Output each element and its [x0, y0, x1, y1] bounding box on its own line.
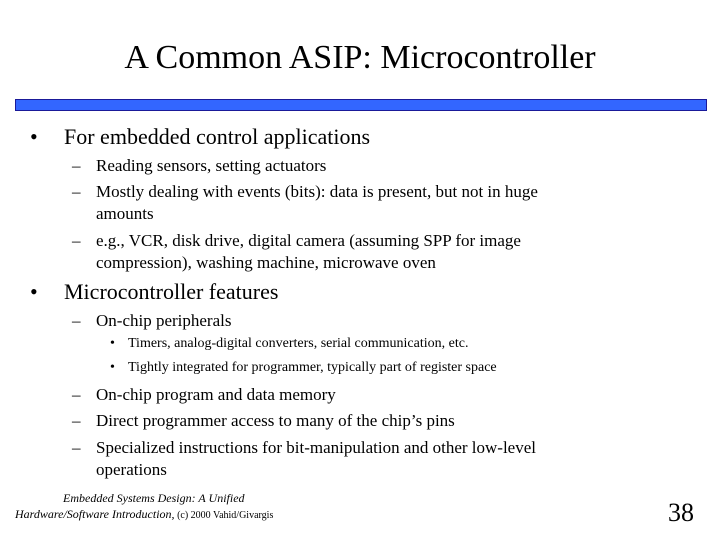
- sub-bit-manipulation: Specialized instructions for bit-manipulation and other low-level: [96, 438, 536, 457]
- sub-onchip-peripherals: On-chip peripherals: [96, 311, 232, 330]
- sub-reading-sensors: Reading sensors, setting actuators: [96, 156, 327, 175]
- footer-line1: Embedded Systems Design: A Unified: [63, 491, 245, 505]
- dash-marker: –: [72, 231, 81, 250]
- slide-title: A Common ASIP: Microcontroller: [124, 39, 596, 76]
- subsub-timers-adc: Timers, analog-digital converters, serial communication, etc.: [128, 336, 469, 351]
- dash-marker: –: [72, 411, 81, 430]
- sub-bit-manipulation-cont: operations: [96, 460, 167, 479]
- sub-examples-cont: compression), washing machine, microwave oven: [96, 253, 436, 272]
- bullet-marker: •: [30, 124, 38, 149]
- footer-line2-italic: Hardware/Software Introduction,: [15, 507, 175, 521]
- dash-marker: –: [72, 311, 81, 330]
- sub-direct-pin-access: Direct programmer access to many of the chip’s pins: [96, 411, 455, 430]
- title-divider-bar: [15, 99, 707, 111]
- footer-line2: [15, 506, 273, 524]
- dash-marker: –: [72, 182, 81, 201]
- page-number: 38: [668, 498, 694, 527]
- subsub-tightly-integrated: Tightly integrated for programmer, typically part of register space: [128, 360, 497, 375]
- bullet-marker: •: [30, 279, 38, 304]
- sub-onchip-memory: On-chip program and data memory: [96, 385, 336, 404]
- bullet-marker: •: [110, 336, 115, 351]
- slide-footer: [15, 490, 273, 524]
- footer-copyright: (c) 2000 Vahid/Givargis: [174, 510, 274, 521]
- bullet-marker: •: [110, 360, 115, 375]
- dash-marker: –: [72, 156, 81, 175]
- sub-events-bits: Mostly dealing with events (bits): data is present, but not in huge: [96, 182, 538, 201]
- bullet-embedded-control: For embedded control applications: [64, 124, 371, 149]
- sub-examples: e.g., VCR, disk drive, digital camera (assuming SPP for image: [96, 231, 521, 250]
- bullet-microcontroller-features: Microcontroller features: [64, 279, 279, 304]
- dash-marker: –: [72, 438, 81, 457]
- dash-marker: –: [72, 385, 81, 404]
- sub-events-bits-cont: amounts: [96, 204, 154, 223]
